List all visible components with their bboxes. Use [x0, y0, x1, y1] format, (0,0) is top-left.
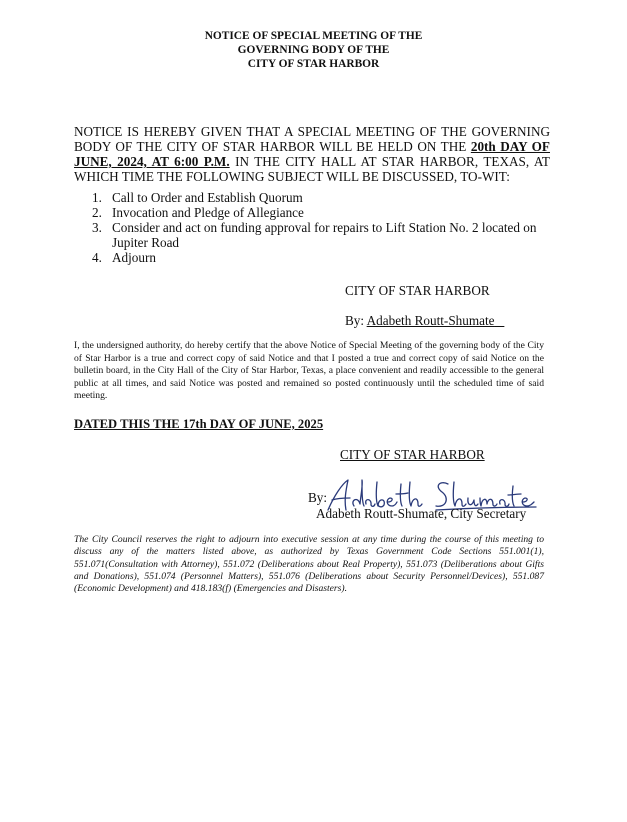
agenda-item-number: 4.: [92, 250, 102, 265]
agenda-item-text: Consider and act on funding approval for repairs to Lift Station No. 2 located on Jupiter Road: [112, 220, 537, 250]
agenda-item: [74, 190, 550, 205]
meeting-notice-paragraph: [74, 124, 550, 184]
by-label: By:: [345, 313, 365, 328]
signature-byline-1: [345, 313, 504, 328]
agenda-list: [74, 190, 550, 265]
city-name-signature-2: CITY OF STAR HARBOR: [340, 447, 485, 462]
signer-name: Adabeth Routt-Shumate: [366, 313, 495, 328]
agenda-item: [74, 220, 550, 250]
meeting-date-time: 20th DAY OF JUNE, 2024, AT 6:00 P.M.: [74, 139, 550, 169]
intro-text-start: NOTICE IS HEREBY GIVEN THAT A SPECIAL MEETING OF THE GOVERNING BODY OF THE CITY OF STAR HARBOR WILL BE HELD ON THE: [74, 124, 550, 154]
agenda-item-number: 3.: [92, 220, 102, 235]
agenda-item-text: Adjourn: [112, 250, 156, 265]
dated-line: DATED THIS THE 17th DAY OF JUNE, 2025: [74, 417, 324, 431]
title-line-2: GOVERNING BODY OF THE: [237, 44, 390, 56]
signer-title: Adabeth Routt-Shumate, City Secretary: [316, 506, 527, 521]
city-name-signature-1: CITY OF STAR HARBOR: [345, 283, 490, 298]
notice-title: [0, 29, 627, 71]
agenda-item-text: Call to Order and Establish Quorum: [112, 190, 303, 205]
agenda-item-text: Invocation and Pledge of Allegiance: [112, 205, 304, 220]
agenda-item-number: 2.: [92, 205, 102, 220]
agenda-item-number: 1.: [92, 190, 102, 205]
executive-session-notice: The City Council reserves the right to adjourn into executive session at any time during the course of this meeting to discuss any of the matters listed above, as authorized by Texas Government Code Sections 551.001(1), 551.071(Consultation with Attorney), 551.072 (Deliberations about Real Property), 551.073 (Deliberations about Gifts and Donations), 551.074 (Personnel Matters), 551.076 (Deliberations about Security Personnel/Devices), 551.087 (Economic Development) and 418.183(f) (Emergencies and Disasters).: [74, 534, 544, 595]
agenda-item: [74, 205, 550, 220]
agenda-item: [74, 250, 550, 265]
certification-paragraph: I, the undersigned authority, do hereby certify that the above Notice of Special Meeting of the governing body of the City of Star Harbor is a true and correct copy of said Notice and that I posted a true and correct copy of said Notice on the bulletin board, in the City Hall of the City of Star Harbor, Texas, a place convenient and readily accessible to the general public at all times, and said Notice was posted and remained so posted continuously until the scheduled time of said meeting.: [74, 340, 544, 401]
title-line-3: CITY OF STAR HARBOR: [247, 58, 380, 70]
intro-text-end: IN THE CITY HALL AT STAR HARBOR, TEXAS, AT WHICH TIME THE FOLLOWING SUBJECT WILL BE DISCUSSED, TO-WIT:: [74, 154, 550, 184]
title-line-1: NOTICE OF SPECIAL MEETING OF THE: [204, 30, 423, 42]
by-label: By:: [308, 490, 328, 505]
